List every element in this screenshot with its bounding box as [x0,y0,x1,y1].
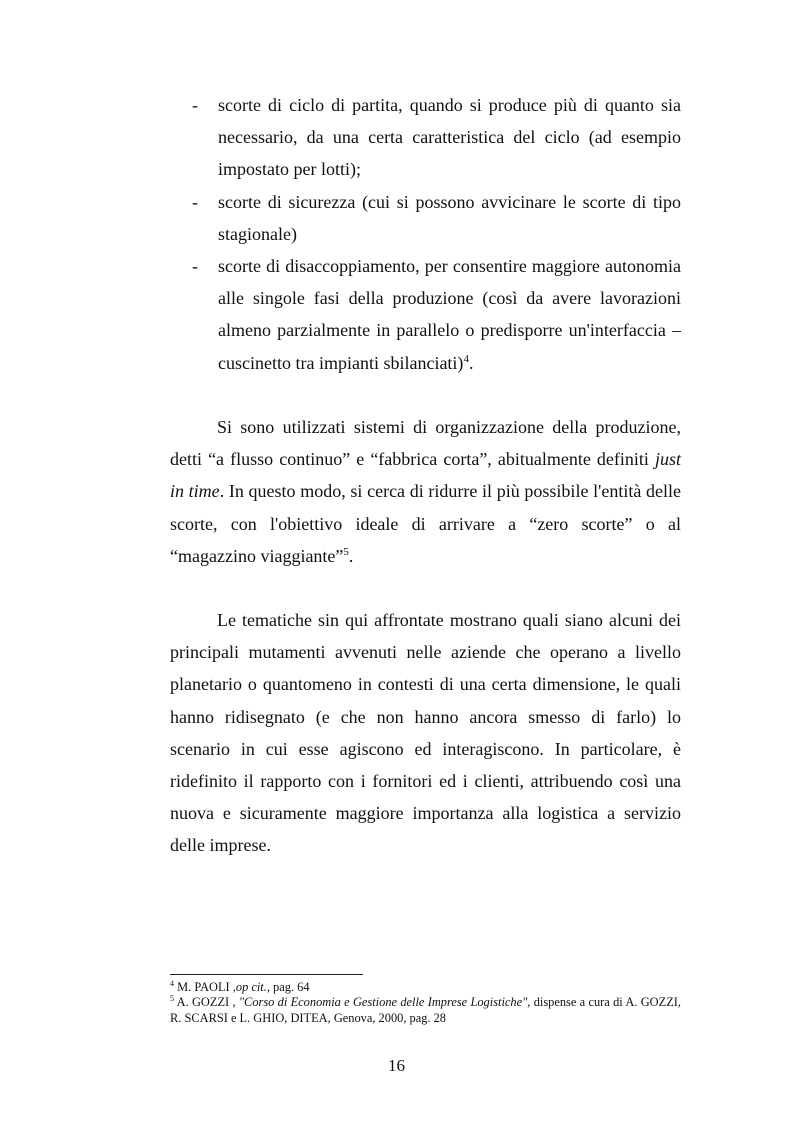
footnote-item [170,980,681,995]
footnote-detail: , dispense a cura di A. GOZZI, R. SCARSI e L. GHIO, DITEA, Genova, 2000, pag. 28 [170,995,681,1025]
list-item-end: . [468,352,474,373]
page-number: 16 [388,1056,405,1075]
paragraph-end: . [348,545,354,566]
paragraph-text: . In questo modo, si cerca di ridurre il più possibile l'entità delle scorte, con l'obiettivo ideale di arrivare a “zero scorte” o al “magazzino viaggiante” [170,481,681,566]
list-bullet: - [192,191,198,212]
footnote-item [170,995,681,1026]
list-bullet: - [192,95,198,115]
paragraph-changes: Le tematiche sin qui affrontate mostrano quali siano alcuni dei principali mutamenti avvenuti nelle aziende che operano a livello planetario o quantomeno in contesti di una certa dimensione, le quali hanno ridisegnato (e che non hanno ancora smesso di farlo) lo scenario in cui esse agiscono ed interagiscono. In particolare, è ridefinito il rapporto con i fornitori ed i clienti, attribuendo così una nuova e sicuramente maggiore importanza alla logistica a servizio delle imprese. [170,610,681,856]
footnote-number: 4 [170,978,174,988]
footnote-divider [170,974,363,975]
italic-term: just in time [170,449,681,502]
list-item [170,89,681,186]
list-item-text-container [218,250,681,379]
list-item-text: scorte di ciclo di partita, quando si produce più di quanto sia necessario, da una certa caratteristica del ciclo (ad esempio impostato per lotti); [218,95,681,180]
list-item-text: scorte di sicurezza (cui si possono avvicinare le scorte di tipo stagionale) [218,191,681,244]
footnote-detail: , pag. 64 [266,980,310,994]
list-item [170,250,681,379]
footnotes [170,980,681,1026]
list-item [170,186,681,250]
paragraph-production-systems [170,411,681,572]
list-bullet: - [192,256,198,277]
footnote-reference[interactable]: 4 [463,352,469,365]
footnote-author: A. GOZZI , [176,995,239,1010]
footnote-title: op cit. [235,980,267,994]
footnote-reference[interactable]: 5 [343,545,349,558]
footnote-number: 5 [170,994,174,1004]
bullet-list [170,89,681,379]
footnote-title: "Corso di Economia e Gestione delle Imprese Logistiche" [238,995,528,1010]
footnote-author: M. PAOLI , [177,980,236,994]
list-item-text: scorte di disaccoppiamento, per consentire maggiore autonomia alle singole fasi della produzione (così da avere lavorazioni almeno parzialmente in parallelo o predisporre un'interfaccia – cuscinetto tra impianti sbilanciati) [218,256,681,373]
paragraph-text: Si sono utilizzati sistemi di organizzazione della produzione, detti “a flusso continuo” e “fabbrica corta”, abitualmente definiti [170,417,681,470]
